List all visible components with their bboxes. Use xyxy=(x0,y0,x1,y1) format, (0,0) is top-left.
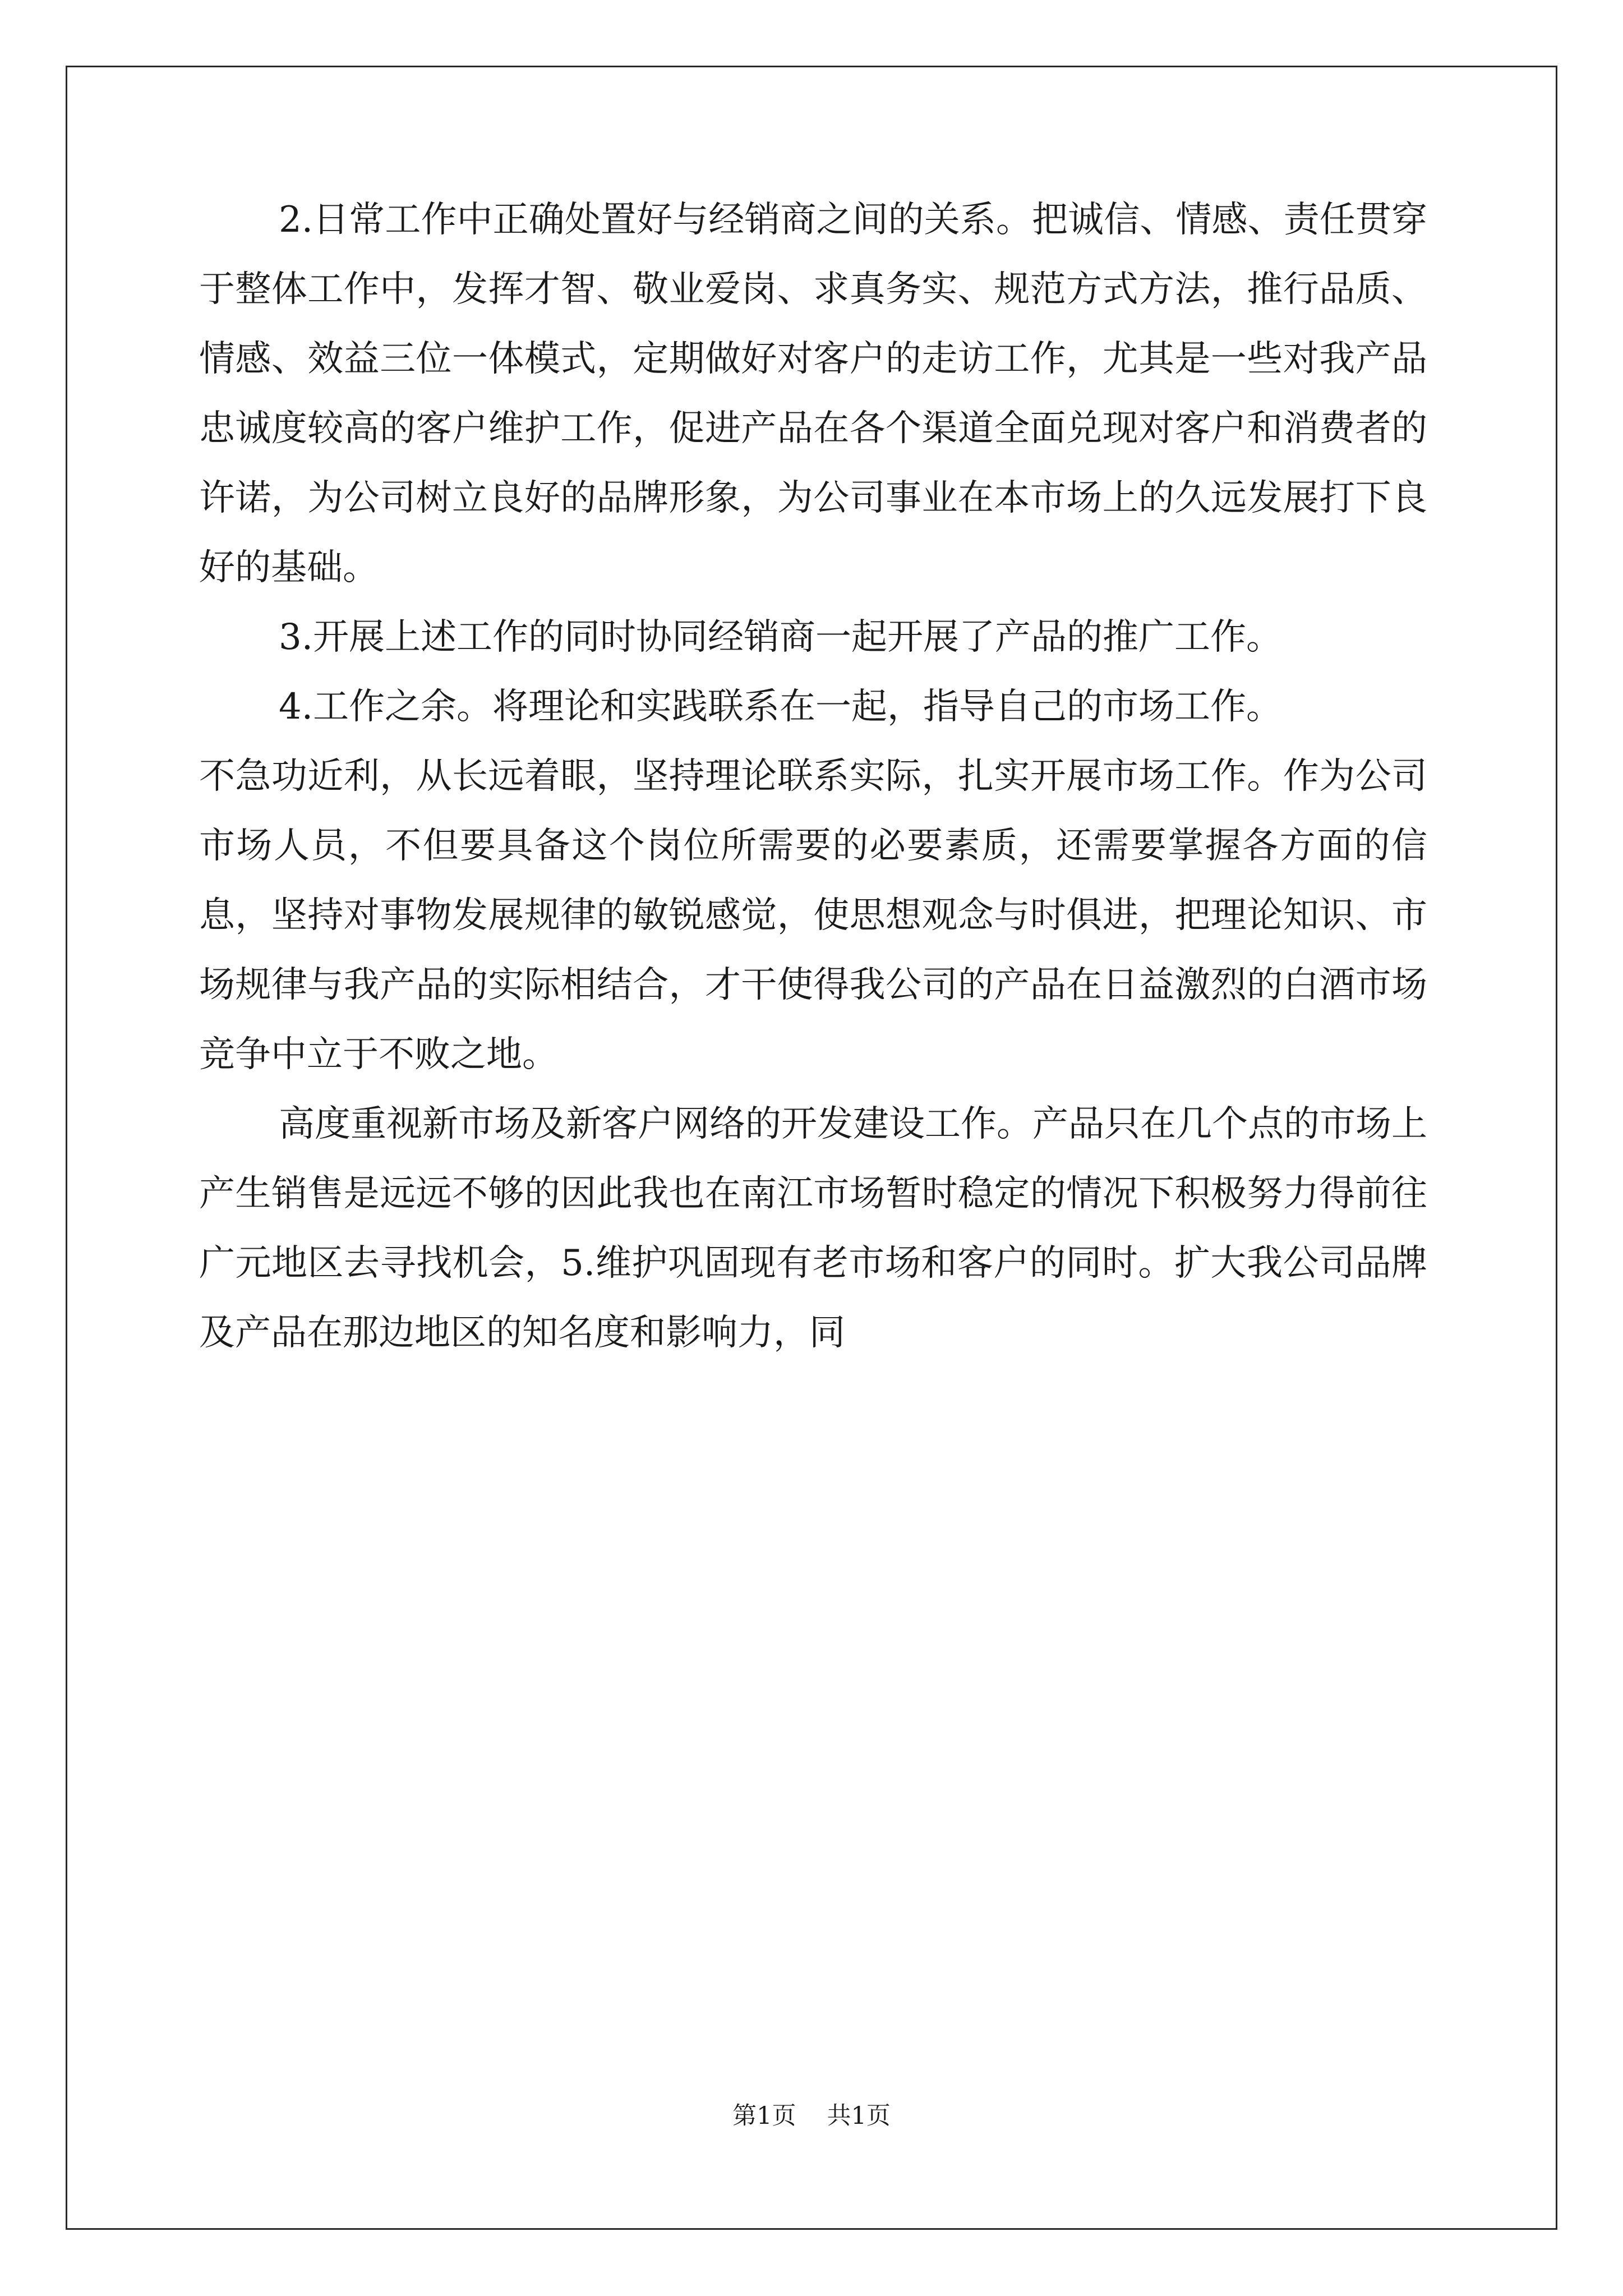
paragraph-continuation: 不急功近利，从长远着眼，坚持理论联系实际，扎实开展市场工作。作为公司市场人员，不但要具备这个岗位所需要的必要素质，还需要掌握各方面的信息，坚持对事物发展规律的敏锐感觉，使思想观念与时俱进，把理论知识、市场规律与我产品的实际相结合，才干使得我公司的产品在日益激烈的白酒市场竞争中立于不败之地。 xyxy=(199,756,1427,1075)
paragraph-item-4: 4.工作之余。将理论和实践联系在一起，指导自己的市场工作。 xyxy=(279,686,1283,728)
paragraph-item-2: 2.日常工作中正确处置好与经销商之间的关系。把诚信、情感、责任贯穿于整体工作中，发挥才智、敬业爱岗、求真务实、规范方式方法，推行品质、情感、效益三位一体模式，定期做好对客户的走访工作，尤其是一些对我产品忠诚度较高的客户维护工作，促进产品在各个渠道全面兑现对客户和消费者的许诺，为公司树立良好的品牌形象，为公司事业在本市场上的久远发展打下良好的基础。 xyxy=(199,199,1427,588)
page-number: 第1页 xyxy=(732,2102,796,2130)
document-body xyxy=(199,185,1427,1368)
page-total: 共1页 xyxy=(827,2102,891,2130)
page-footer xyxy=(0,2099,1623,2133)
paragraph-item-3: 3.开展上述工作的同时协同经销商一起开展了产品的推广工作。 xyxy=(279,616,1283,658)
paragraph-new-market: 高度重视新市场及新客户网络的开发建设工作。产品只在几个点的市场上产生销售是远远不够的因此我也在南江市场暂时稳定的情况下积极努力得前往广元地区去寻找机会，5.维护巩固现有老市场和客户的同时。扩大我公司品牌及产品在那边地区的知名度和影响力，同 xyxy=(199,1103,1427,1354)
